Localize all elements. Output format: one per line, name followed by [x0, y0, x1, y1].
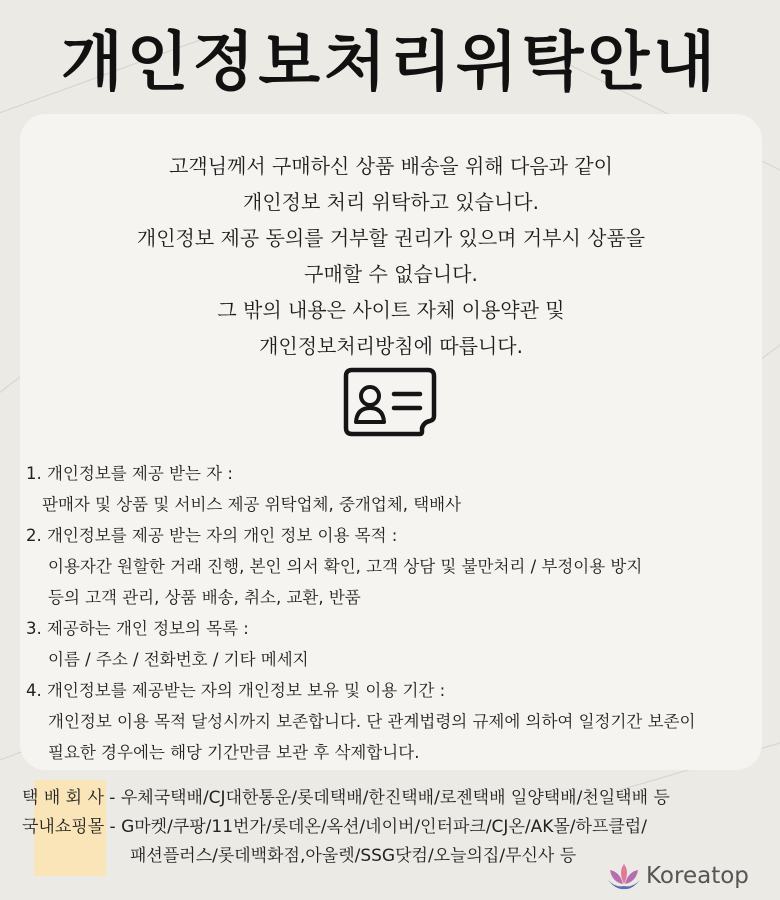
malls-value: - G마켓/쿠팡/11번가/롯데온/옥션/네이버/인터파크/CJ온/AK몰/하프클럽/: [104, 817, 647, 837]
list-item-detail: 이용자간 원할한 거래 진행, 본인 의서 확인, 고객 상담 및 불만처리 / 부정이용 방지: [48, 557, 643, 576]
list-item-detail: 개인정보 이용 목적 달성시까지 보존합니다. 단 관계법령의 규제에 의하여 일정기간 보존이: [48, 712, 696, 731]
list-item: 4. 개인정보를 제공받는 자의 개인정보 보유 및 이용 기간 :: [26, 681, 446, 700]
footer-info: [22, 784, 742, 871]
intro-line: 구매할 수 없습니다.: [304, 262, 478, 286]
intro-line: 개인정보 제공 동의를 거부할 권리가 있으며 거부시 상품을: [136, 226, 646, 250]
intro-line: 고객님께서 구매하신 상품 배송을 위해 다음과 같이: [169, 154, 613, 178]
terms-list: [26, 458, 756, 768]
list-item: 1. 개인정보를 제공 받는 자 :: [26, 464, 233, 483]
list-item-detail: 판매자 및 상품 및 서비스 제공 위탁업체, 중개업체, 택배사: [42, 495, 462, 514]
malls-value-continued: 패션플러스/롯데백화점,아울렛/SSG닷컴/오늘의집/무신사 등: [130, 846, 577, 866]
list-item: 2. 개인정보를 제공 받는 자의 개인 정보 이용 목적 :: [26, 526, 398, 545]
logo-text: Koreatop: [646, 863, 749, 889]
intro-line: 개인정보 처리 위탁하고 있습니다.: [243, 190, 539, 214]
malls-row: [22, 813, 742, 842]
page-title: 개인정보처리위탁안내: [60, 26, 720, 100]
lotus-icon: [606, 862, 642, 890]
list-item-detail: 등의 고객 관리, 상품 배송, 취소, 교환, 반품: [48, 588, 361, 607]
list-item-detail: 이름 / 주소 / 전화번호 / 기타 메세지: [48, 650, 309, 669]
couriers-label: 택 배 회 사: [22, 788, 104, 808]
intro-line: 그 밖의 내용은 사이트 자체 이용약관 및: [217, 298, 565, 322]
id-card-icon: [340, 366, 440, 438]
intro-line: 개인정보처리방침에 따릅니다.: [259, 334, 523, 358]
list-item: 3. 제공하는 개인 정보의 목록 :: [26, 619, 249, 638]
intro-text: [20, 148, 762, 364]
list-item-detail: 필요한 경우에는 해당 기간만큼 보관 후 삭제합니다.: [48, 743, 420, 762]
couriers-row: [22, 784, 742, 813]
koreatop-logo: [606, 860, 776, 892]
couriers-value: - 우체국택배/CJ대한통운/롯데택배/한진택배/로젠택배 일양택배/천일택배 등: [103, 788, 670, 808]
malls-label: 국내쇼핑몰: [22, 817, 105, 837]
